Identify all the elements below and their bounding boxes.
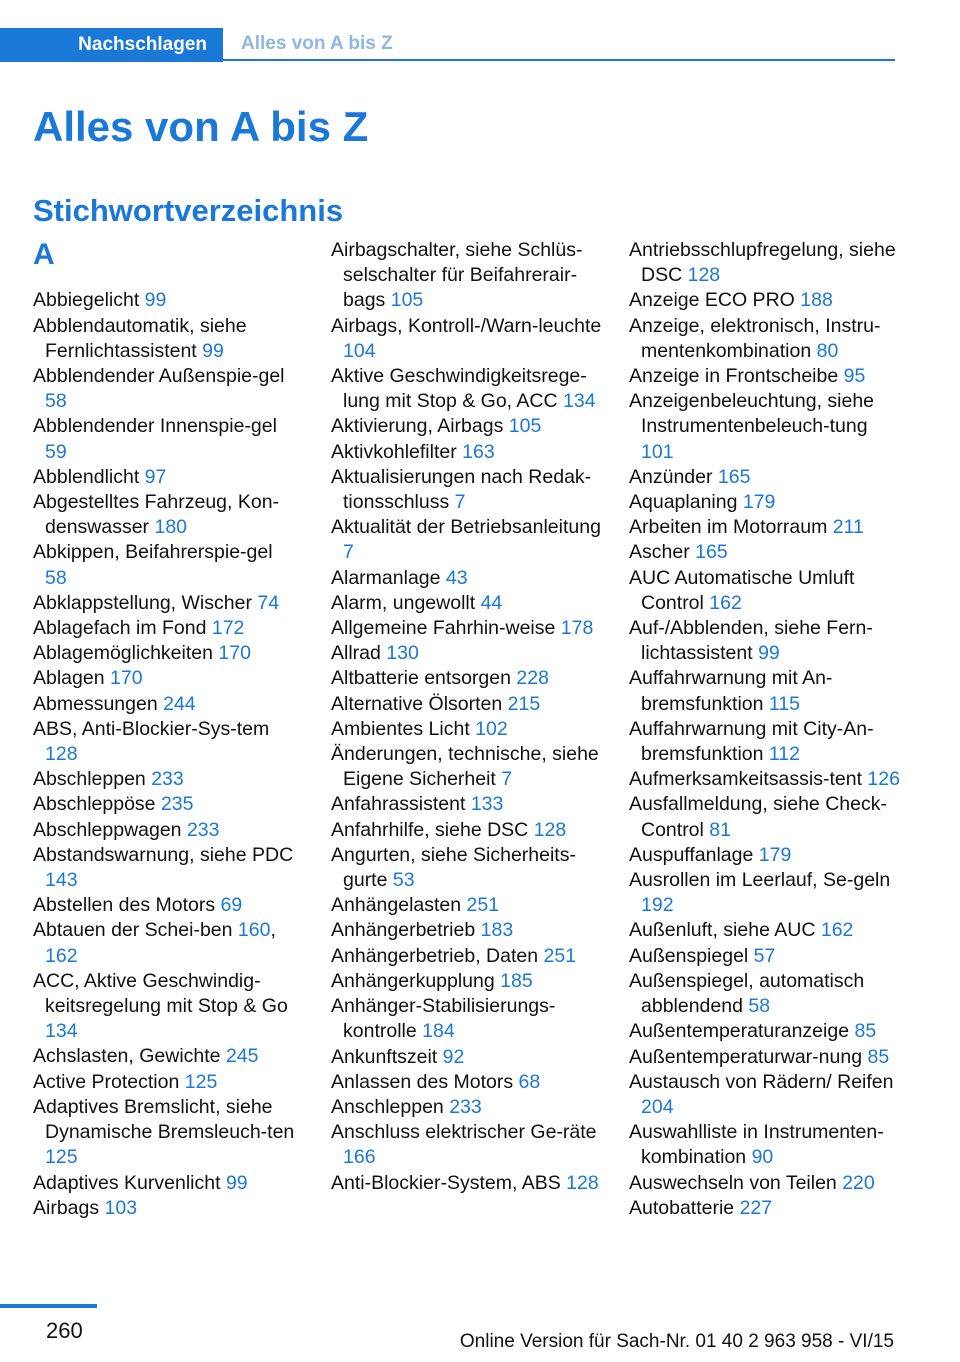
index-entry (33, 314, 295, 364)
index-entry (331, 1171, 603, 1196)
page-reference-link[interactable]: 97 (144, 465, 167, 488)
index-entry (629, 490, 901, 515)
index-entry-text: Aktualität der Betriebsanleitung (331, 516, 601, 539)
index-entry (33, 843, 295, 893)
index-entry-text: Anti-Blockier-System, ABS (331, 1171, 561, 1194)
index-entry (331, 414, 603, 439)
index-entry-text: Allrad (331, 642, 381, 665)
index-entry (331, 742, 603, 792)
page-reference-link[interactable]: 128 (533, 818, 567, 841)
index-entry-text: Auswahlliste in Instrumenten-kombination (629, 1121, 884, 1169)
index-entry (629, 969, 901, 1019)
index-column-1 (33, 238, 295, 1221)
index-entry (629, 364, 901, 389)
page-reference-link[interactable]: 7 (454, 491, 466, 514)
page-reference-link[interactable]: 99 (758, 642, 780, 665)
index-entry-text: Airbags, Kontroll-/Warn-leuchte (331, 314, 602, 337)
index-entry (331, 692, 603, 717)
page-reference-link[interactable]: 184 (422, 1020, 455, 1043)
index-entry-text: Abgestelltes Fahrzeug, Kon-denswasser (33, 491, 280, 539)
index-entry (629, 1045, 901, 1070)
page-reference-link[interactable]: 134 (45, 1020, 78, 1043)
index-entry (33, 1044, 295, 1069)
page-reference-link[interactable]: 74 (257, 591, 280, 614)
index-entry (331, 616, 603, 641)
index-entry (331, 818, 603, 843)
page-reference-link[interactable]: 90 (751, 1146, 774, 1169)
index-entry-text: Aufmerksamkeitsassis-tent (629, 768, 862, 791)
page-reference-link[interactable]: 58 (45, 566, 67, 589)
index-entry-text: Ascher (629, 541, 690, 564)
index-entry (33, 818, 295, 843)
index-entry (331, 1095, 603, 1120)
page-reference-link[interactable]: 7 (501, 768, 513, 791)
index-entry (629, 616, 901, 666)
index-entry-text: Ablagefach im Fond (33, 617, 207, 640)
index-entry (33, 717, 295, 767)
index-entry (33, 591, 295, 616)
page-title: Alles von A bis Z (33, 103, 369, 150)
index-entry (629, 843, 901, 868)
page-reference-link[interactable]: 99 (202, 339, 224, 362)
index-entry-text: Alarmanlage (331, 566, 441, 589)
index-entry-text: Abstellen des Motors (33, 894, 216, 917)
index-entry (629, 238, 901, 288)
page-reference-link[interactable]: 165 (695, 541, 728, 564)
index-entry-text: Ankunftszeit (331, 1045, 438, 1068)
index-entry-text: Anzünder (629, 465, 713, 488)
page-reference-link[interactable]: 104 (343, 339, 376, 362)
index-entry (629, 314, 901, 364)
index-entry (331, 843, 603, 893)
index-entry (331, 1045, 603, 1070)
page-reference-link[interactable]: 53 (392, 869, 415, 892)
index-entry (33, 1196, 295, 1221)
index-entry-text: Ambientes Licht (331, 717, 470, 740)
page-reference-link[interactable]: 188 (800, 289, 833, 312)
index-entry-text: Aktivkohlefilter (331, 440, 457, 463)
index-entry (629, 566, 901, 616)
index-entry-text: ACC, Aktive Geschwindig-keitsregelung mit Stop & Go (33, 969, 288, 1018)
page-reference-link[interactable]: 92 (442, 1045, 465, 1068)
page-reference-link[interactable]: 128 (45, 743, 78, 766)
index-entry (33, 616, 295, 641)
page-reference-link[interactable]: 112 (768, 743, 800, 766)
page-reference-link[interactable]: 183 (480, 919, 514, 942)
index-entry (629, 288, 901, 313)
index-entry-text: Auffahrwarnung mit An-bremsfunktion (629, 667, 833, 715)
index-entry (629, 717, 901, 767)
index-entry-text: Aquaplaning (629, 491, 738, 514)
page-reference-link[interactable]: 58 (748, 995, 771, 1018)
index-entry (33, 666, 295, 691)
index-entry-text: Anlassen des Motors (331, 1070, 514, 1093)
page-reference-link[interactable]: 180 (154, 516, 188, 539)
index-entry-text: Außentemperaturwar-nung (629, 1045, 863, 1068)
index-entry (629, 389, 901, 465)
index-entry-text: Abblendender Innenspie-gel (33, 415, 277, 438)
index-entry (33, 490, 295, 540)
page-reference-link[interactable]: 220 (842, 1171, 875, 1194)
page-reference-link[interactable]: 163 (462, 440, 495, 463)
index-entry-text: Alarm, ungewollt (331, 591, 476, 614)
page-reference-link[interactable]: 228 (516, 667, 549, 690)
page-reference-link[interactable]: 204 (641, 1095, 674, 1118)
index-entry-text: Angurten, siehe Sicherheits-gurte (331, 843, 576, 892)
index-entry (33, 792, 295, 817)
page-reference-link[interactable]: 125 (184, 1070, 218, 1093)
index-entry (331, 364, 603, 414)
index-entry (33, 692, 295, 717)
index-entry-text: Anhängelasten (331, 894, 462, 917)
index-subtitle: Stichwortverzeichnis (33, 193, 344, 228)
index-entry-text: Anschluss elektrischer Ge-räte (331, 1121, 597, 1144)
index-entry (33, 1095, 295, 1171)
page-reference-link[interactable]: 134 (563, 390, 596, 413)
index-entry (629, 666, 901, 716)
page-reference-link[interactable]: 128 (566, 1171, 599, 1194)
page-reference-link[interactable]: 59 (45, 440, 67, 463)
page-reference-link[interactable]: 85 (854, 1020, 877, 1043)
index-entry-text: Abtauen der Schei-ben (33, 919, 233, 942)
index-entry-text: Anhängerbetrieb, Daten (331, 944, 539, 967)
page-reference-link[interactable]: 227 (739, 1196, 773, 1219)
index-entry-text: Außenspiegel (629, 944, 749, 967)
index-entry (33, 364, 295, 414)
index-entry (629, 1120, 901, 1170)
page-reference-link[interactable]: 69 (220, 894, 243, 917)
index-entry (629, 1196, 901, 1221)
page-reference-link[interactable]: 95 (843, 365, 866, 388)
page-reference-link[interactable]: 103 (104, 1196, 138, 1219)
index-entry-text: Adaptives Bremslicht, siehe Dynamische Bremsleuch-ten (33, 1095, 295, 1144)
index-entry (629, 767, 901, 792)
index-entry (331, 918, 603, 943)
page-reference-link[interactable]: 251 (543, 944, 577, 967)
page-reference-link[interactable]: 43 (445, 566, 468, 589)
page-reference-link[interactable]: 7 (343, 541, 354, 564)
index-entry-text: Ablagen (33, 667, 105, 690)
index-entry-text: Abmessungen (33, 692, 158, 715)
index-entry (331, 1070, 603, 1095)
page-reference-link[interactable]: 57 (753, 944, 776, 967)
page-reference-link[interactable]: 133 (470, 793, 504, 816)
index-entry (331, 515, 603, 565)
index-entry-text: Achslasten, Gewichte (33, 1045, 221, 1068)
index-entry (331, 566, 603, 591)
page-reference-link[interactable]: 99 (225, 1171, 248, 1194)
header-tab-section[interactable]: Nachschlagen (0, 28, 223, 62)
index-entry (331, 591, 603, 616)
index-letter-heading: A (33, 238, 55, 271)
page-reference-link[interactable]: 44 (480, 591, 503, 614)
index-entry-text: Anhängerbetrieb (331, 919, 476, 942)
index-entry: Abtauen der Schei-ben 160, 162 (33, 919, 276, 967)
page-reference-link[interactable]: 233 (151, 768, 184, 791)
index-entry (331, 717, 603, 742)
index-entry (33, 1171, 295, 1196)
page-reference-link[interactable]: 179 (742, 491, 776, 514)
page-reference-link[interactable]: 115 (768, 692, 800, 715)
index-entry-text: AUC Automatische Umluft Control (629, 566, 855, 614)
index-entry-text: Adaptives Kurvenlicht (33, 1171, 221, 1194)
index-entry-text: Active Protection (33, 1070, 180, 1093)
page-reference-link[interactable]: 172 (211, 617, 245, 640)
index-entry-text: Airbagschalter, siehe Schlüs-selschalter für Beifahrerair-bags (331, 239, 583, 312)
page-reference-link[interactable]: 143 (45, 869, 78, 892)
index-entry-text: Abschleppwagen (33, 818, 182, 841)
index-entry (629, 868, 901, 918)
index-entry-text: Aktualisierungen nach Redak-tionsschluss (331, 465, 592, 514)
page-reference-link[interactable]: 102 (475, 717, 508, 740)
index-entry-text: Anzeigenbeleuchtung, siehe Instrumentenbeleuch-tung (629, 390, 875, 438)
page-reference-link[interactable]: 233 (186, 818, 220, 841)
index-entry-text: Anschleppen (331, 1095, 444, 1118)
page-reference-link[interactable]: 162 (45, 944, 78, 967)
page-reference-link[interactable]: 105 (508, 415, 542, 438)
index-entry-text: Allgemeine Fahrhin-weise (331, 617, 556, 640)
index-entry-text: Anzeige, elektronisch, Instru-mentenkombination (629, 314, 881, 362)
page-reference-link[interactable]: 170 (218, 642, 251, 665)
index-entry-text: Anfahrassistent (331, 793, 466, 816)
page-reference-link[interactable]: 105 (390, 289, 424, 312)
index-entry-text: Abkippen, Beifahrerspie-gel (33, 541, 273, 564)
index-entry (33, 969, 295, 1045)
index-entry-text: Abbiegelicht (33, 289, 140, 312)
page-reference-link[interactable]: 178 (560, 617, 594, 640)
index-entry-text: Anfahrhilfe, siehe DSC (331, 818, 529, 841)
index-entry (33, 540, 295, 590)
page-reference-link[interactable]: 165 (717, 465, 751, 488)
page-reference-link[interactable]: 80 (816, 339, 839, 362)
index-entry-text: Abschleppen (33, 768, 146, 791)
page-number: 260 (46, 1318, 83, 1343)
index-entry-text: Abstandswarnung, siehe PDC (33, 843, 294, 866)
index-entry-text: Anzeige in Frontscheibe (629, 365, 839, 388)
page-reference-link[interactable]: 58 (45, 390, 67, 413)
index-entry-text: Änderungen, technische, siehe Eigene Sicherheit (331, 743, 599, 791)
index-entry-text: Abblendlicht (33, 465, 140, 488)
index-entry-text: Antriebsschlupfregelung, siehe DSC (629, 239, 896, 287)
page-reference-link[interactable]: 235 (160, 793, 194, 816)
index-entry-text: Auffahrwarnung mit City-An-bremsfunktion (629, 717, 874, 766)
page-reference-link[interactable]: 211 (832, 516, 864, 539)
index-entry (33, 465, 295, 490)
page-reference-link[interactable]: 192 (641, 894, 674, 917)
index-entry (331, 792, 603, 817)
page-reference-link[interactable]: 245 (225, 1045, 259, 1068)
index-entry (331, 944, 603, 969)
index-entry (629, 1171, 901, 1196)
index-entry-text: Ausrollen im Leerlauf, Se-geln (629, 869, 891, 892)
page-reference-link[interactable]: 162 (709, 591, 742, 614)
page-reference-link[interactable]: 101 (641, 440, 674, 463)
page-reference-link[interactable]: 81 (709, 818, 731, 841)
footer-version-text: Online Version für Sach-Nr. 01 40 2 963 958 - VI/15 (459, 1331, 894, 1352)
page-reference-link[interactable]: 85 (867, 1045, 890, 1068)
page-reference-link[interactable]: 162 (820, 919, 854, 942)
page-reference-link[interactable]: 99 (144, 289, 167, 312)
index-entry-text: Alternative Ölsorten (331, 692, 503, 715)
index-entry (331, 1120, 603, 1170)
page-reference-link[interactable]: 233 (449, 1095, 482, 1118)
index-entry (629, 1070, 901, 1120)
index-entry-text: Autobatterie (629, 1196, 735, 1219)
index-entries (629, 238, 901, 1221)
index-entry (33, 288, 295, 313)
index-entry-text: Abblendender Außenspie-gel (33, 365, 285, 387)
page-reference-link[interactable]: 185 (500, 969, 533, 992)
index-entry (331, 893, 603, 918)
index-entry-text: ABS, Anti-Blockier-Sys-tem (33, 717, 270, 740)
index-entry-text: Außenluft, siehe AUC (629, 919, 816, 942)
index-entry-text: Airbags (33, 1196, 100, 1219)
page-reference-link[interactable]: 160 (237, 919, 271, 942)
index-entry-text: Auf-/Abblenden, siehe Fern-lichtassistent (629, 617, 873, 665)
index-entry (629, 1019, 901, 1044)
page-reference-link[interactable]: 170 (110, 667, 143, 690)
index-entry-text: Altbatterie entsorgen (331, 667, 511, 690)
page-reference-link[interactable]: 128 (687, 264, 721, 287)
index-entry (33, 414, 295, 464)
index-entry-text: Arbeiten im Motorraum (629, 516, 828, 539)
index-entry-text: Aktivierung, Airbags (331, 415, 504, 438)
page-reference-link[interactable]: 126 (867, 768, 900, 791)
index-entry (629, 465, 901, 490)
index-entry (33, 1070, 295, 1095)
index-entry (33, 893, 295, 918)
index-entry (331, 440, 603, 465)
page-header (0, 28, 895, 62)
page-reference-link[interactable]: 179 (758, 843, 792, 866)
index-entry-text: Auspuffanlage (629, 843, 754, 866)
index-entry-text: Aktive Geschwindigkeitsrege-lung mit Stop & Go, ACC (331, 365, 587, 413)
page-reference-link[interactable]: 130 (386, 642, 419, 665)
index-entry-text: Anhänger-Stabilisierungs-kontrolle (331, 995, 556, 1043)
index-entry-text: Ablagemöglichkeiten (33, 642, 213, 665)
index-entry-text: Anzeige ECO PRO (629, 289, 795, 312)
index-entry-text: Außentemperaturanzeige (629, 1020, 850, 1043)
index-entry (331, 969, 603, 994)
index-entry (331, 314, 603, 364)
page-reference-link[interactable]: 251 (466, 894, 500, 917)
page-reference-link[interactable]: 215 (507, 692, 541, 715)
header-tab-subsection[interactable]: Alles von A bis Z (241, 33, 393, 54)
index-entry-text: Auswechseln von Teilen (629, 1171, 837, 1194)
index-entry (629, 918, 901, 943)
index-entry-text: Abblendautomatik, siehe Fernlichtassistent (33, 314, 247, 362)
index-entry-text: Abklappstellung, Wischer (33, 591, 252, 614)
index-entries (331, 238, 603, 1196)
index-column-3 (629, 238, 901, 1221)
footer-accent-bar (0, 1304, 97, 1308)
index-entry (331, 238, 603, 314)
index-entry-text: Ausfallmeldung, siehe Check-Control (629, 793, 887, 841)
index-entry (331, 666, 603, 691)
index-entry (331, 465, 603, 515)
index-entry (331, 641, 603, 666)
index-entry (331, 994, 603, 1044)
index-entry (33, 641, 295, 666)
index-entry (629, 515, 901, 540)
index-entries (33, 288, 295, 1221)
index-entry-text: Außenspiegel, automatisch abblendend (629, 969, 865, 1018)
index-entry-text: Abschleppöse (33, 793, 156, 816)
index-entry (33, 767, 295, 792)
index-entry-text: Austausch von Rädern/ Reifen (629, 1070, 894, 1093)
page-reference-link[interactable]: 125 (45, 1146, 78, 1169)
page-reference-link[interactable]: 68 (518, 1070, 541, 1093)
index-column-2 (331, 238, 603, 1196)
index-entry (629, 792, 901, 842)
page-reference-link[interactable]: 244 (163, 692, 196, 715)
index-entry (629, 944, 901, 969)
index-entry-text: Anhängerkupplung (331, 969, 495, 992)
page-reference-link[interactable]: 166 (343, 1146, 376, 1169)
index-entry (629, 540, 901, 565)
